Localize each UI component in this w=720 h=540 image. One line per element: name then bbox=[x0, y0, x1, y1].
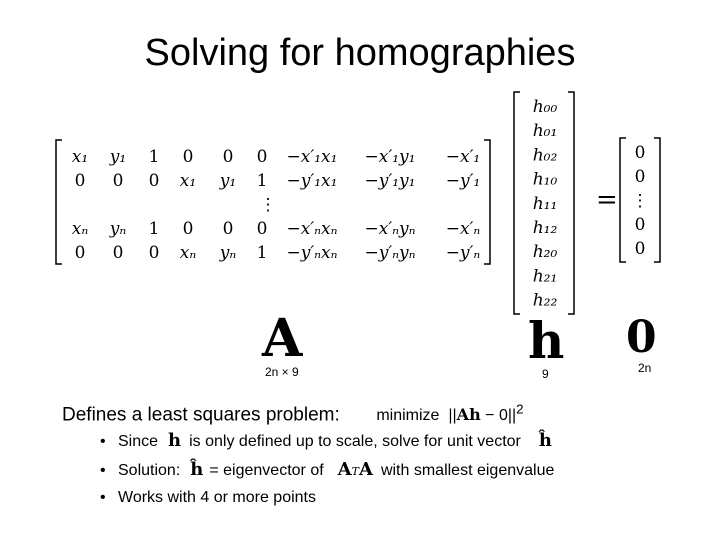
bullet-1-symbol-h: h bbox=[168, 430, 182, 451]
symbol-a: A bbox=[262, 308, 303, 369]
matrix-a-cell: 0 bbox=[112, 171, 124, 191]
bullet-item-1 bbox=[100, 430, 554, 453]
matrix-a-cell: 0 bbox=[74, 243, 86, 263]
bullet-2-text-a: Solution: bbox=[118, 462, 181, 479]
bullet-2-symbol-t: T bbox=[351, 465, 359, 478]
matrix-a-cell: −y′ₙyₙ bbox=[364, 243, 416, 263]
vector-h-entry: h₀₀ bbox=[532, 97, 558, 117]
bullet-1-symbol-hhat: ĥ bbox=[538, 430, 552, 451]
equals-sign: = bbox=[596, 185, 618, 215]
matrix-a-cell: xₙ bbox=[71, 219, 89, 239]
matrix-a-cell: 0 bbox=[222, 147, 234, 167]
bullet-2-symbol-hhat: ĥ bbox=[190, 459, 204, 480]
matrix-a-cell: 0 bbox=[182, 147, 194, 167]
matrix-a-cell: 0 bbox=[148, 243, 160, 263]
norm-open: || bbox=[448, 407, 457, 425]
vector-zero-entry: 0 bbox=[634, 215, 646, 235]
vector-h-entry: h₂₁ bbox=[532, 266, 558, 287]
matrix-a-cell: −y′₁x₁ bbox=[286, 171, 338, 191]
norm-square: 2 bbox=[516, 402, 524, 417]
dim-label-a: 2n × 9 bbox=[265, 365, 299, 379]
dim-label-zero: 2n bbox=[638, 361, 652, 375]
matrix-a-cell: 1 bbox=[256, 171, 268, 191]
matrix-a-cell: 0 bbox=[148, 171, 160, 191]
minimize-formula bbox=[376, 402, 524, 425]
vector-h-entry: h₁₀ bbox=[532, 169, 558, 190]
matrix-a-cell: 0 bbox=[74, 171, 86, 191]
symbol-zero: 0 bbox=[626, 312, 657, 363]
bullet-1-text-a: Since bbox=[118, 433, 159, 450]
page-title: Solving for homographies bbox=[144, 32, 576, 74]
vector-h-entry: h₀₁ bbox=[532, 121, 558, 142]
vector-h-entry: h₀₂ bbox=[532, 145, 558, 166]
matrix-a-cell: −x′₁y₁ bbox=[364, 147, 416, 167]
norm-h: h bbox=[469, 405, 481, 425]
matrix-a-cell: xₙ bbox=[179, 243, 197, 263]
matrix-a-cell: 0 bbox=[256, 147, 268, 167]
matrix-a-cell: y₁ bbox=[109, 147, 127, 167]
dim-label-h: 9 bbox=[542, 367, 549, 381]
norm-minus: − 0|| bbox=[480, 407, 517, 425]
matrix-a bbox=[72, 147, 481, 263]
bullet-2-symbol-a2: A bbox=[358, 459, 373, 480]
vector-zero bbox=[632, 143, 649, 259]
symbol-h: h bbox=[528, 311, 565, 370]
bullet-2-symbol-a: A bbox=[337, 459, 352, 480]
matrix-a-cell: 0 bbox=[256, 219, 268, 239]
matrix-a-cell: 1 bbox=[148, 147, 160, 167]
matrix-a-cell: yₙ bbox=[109, 219, 127, 239]
minimize-word: minimize bbox=[376, 407, 440, 425]
matrix-a-ellipsis: ⋮ bbox=[259, 195, 277, 215]
matrix-a-cell: 0 bbox=[182, 219, 194, 239]
matrix-a-cell: y₁ bbox=[219, 171, 237, 191]
matrix-a-cell: −x′₁ bbox=[445, 147, 481, 167]
matrix-a-cell: −x′₁x₁ bbox=[286, 147, 338, 167]
matrix-a-cell: −y′ₙxₙ bbox=[286, 243, 338, 263]
bullet-marker: • bbox=[100, 433, 106, 450]
matrix-a-cell: −y′₁ bbox=[445, 171, 481, 191]
vector-zero-entry: 0 bbox=[634, 239, 646, 259]
bullet-2-text-b: = eigenvector of bbox=[209, 462, 324, 479]
bullet-1-text-b: is only defined up to scale, solve for unit vector bbox=[189, 433, 521, 450]
bullet-list bbox=[100, 430, 554, 509]
matrix-a-cell: −x′ₙxₙ bbox=[286, 219, 338, 239]
matrix-a-cell: 1 bbox=[148, 219, 160, 239]
norm-a: A bbox=[456, 405, 470, 425]
vector-h-entry: h₂₂ bbox=[532, 290, 558, 311]
matrix-a-cell: −y′₁y₁ bbox=[364, 171, 416, 191]
matrix-a-cell: 1 bbox=[256, 243, 268, 263]
vector-h-entry: h₁₂ bbox=[532, 218, 558, 238]
vector-h-entry: h₂₀ bbox=[532, 242, 558, 263]
bullet-marker: • bbox=[100, 462, 106, 479]
bullet-2-text-c: with smallest eigenvalue bbox=[380, 462, 555, 479]
vector-h bbox=[533, 97, 558, 311]
vector-zero-entry: 0 bbox=[634, 143, 646, 163]
vector-zero-entry: 0 bbox=[634, 167, 646, 187]
matrix-a-cell: x₁ bbox=[179, 171, 197, 191]
bullet-item-2 bbox=[100, 459, 554, 483]
vector-zero-ellipsis: ⋮ bbox=[631, 191, 649, 211]
bullet-marker: • bbox=[100, 489, 106, 506]
least-squares-label: Defines a least squares problem: bbox=[62, 404, 340, 426]
vector-h-entry: h₁₁ bbox=[532, 193, 558, 214]
matrix-a-cell: 0 bbox=[112, 243, 124, 263]
matrix-a-cell: x₁ bbox=[71, 147, 89, 167]
matrix-a-cell: −x′ₙ bbox=[445, 219, 481, 239]
matrix-a-cell: −x′ₙyₙ bbox=[364, 219, 416, 239]
least-squares-line bbox=[62, 398, 524, 428]
matrix-a-cell: 0 bbox=[222, 219, 234, 239]
bullet-3-text: Works with 4 or more points bbox=[118, 489, 316, 506]
matrix-a-cell: −y′ₙ bbox=[445, 243, 481, 263]
bullet-item-3 bbox=[100, 487, 554, 509]
matrix-a-cell: yₙ bbox=[219, 243, 237, 263]
